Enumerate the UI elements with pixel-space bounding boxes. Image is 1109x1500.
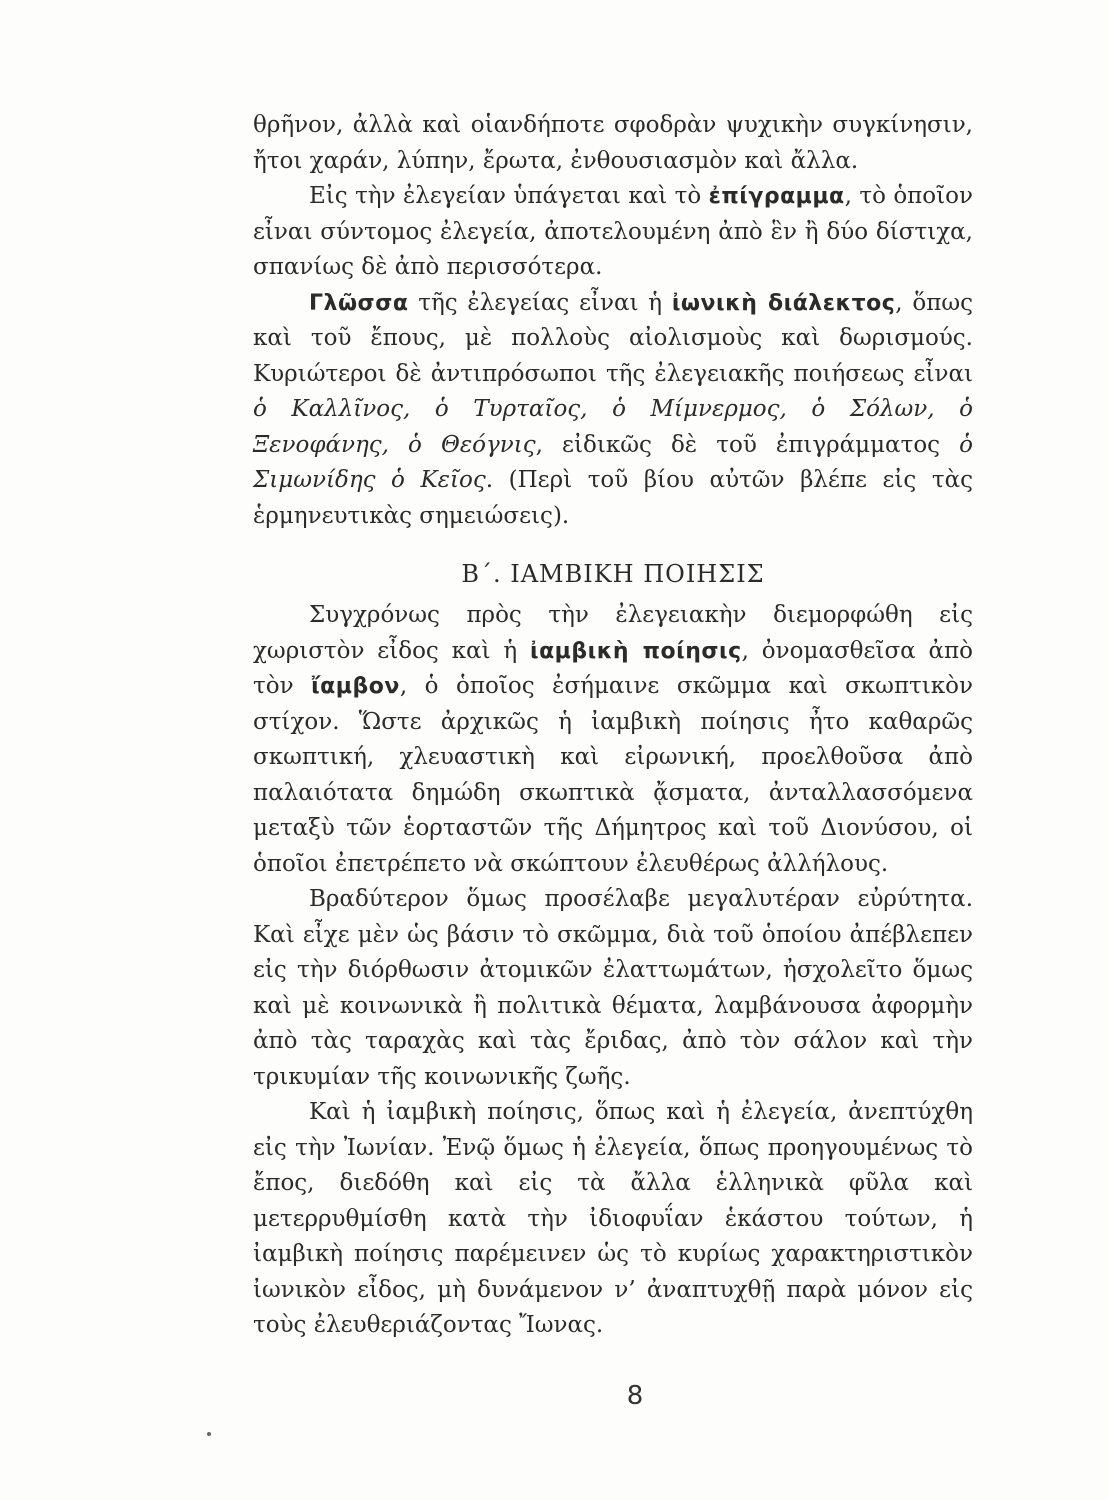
paragraph-iambic [253, 598, 973, 882]
paragraph-3-part-3: , εἰδικῶς δὲ τοῦ ἐπιγράμματος [535, 431, 960, 458]
term-glossa: Γλῶσσα [309, 290, 409, 316]
term-iambic-poetry: ἰαμβικὴ ποίησις [530, 638, 742, 664]
paragraph-language [253, 286, 973, 535]
paragraph-5-text: Βραδύτερον ὅμως προσέλαβε μεγαλυτέραν εὐρύτητα. Καὶ εἶχε μὲν ὡς βάσιν τὸ σκῶμμα, διὰ τοῦ ὁποίου ἀπέβλεπεν εἰς τὴν διόρθωσιν ἀτομικῶν ἐλαττωμάτων, ἠσχολεῖτο ὅμως καὶ μὲ κοινωνικὰ ἢ πολιτικὰ θέματα, λαμβάνουσα ἀφορμὴν ἀπὸ τὰς ταραχὰς καὶ τὰς ἔριδας, ἀπὸ τὸν σάλον καὶ τὴν τρικυμίαν τῆς κοινωνικῆς ζωῆς. [253, 886, 973, 1090]
poet-names: ὁ Καλλῖνος, ὁ Τυρταῖος, ὁ Μίμνερμος, ὁ Σόλων, ὁ Ξενοφάνης, ὁ Θεόγνις [253, 396, 973, 458]
term-iambos: ἴαμβον [311, 674, 400, 699]
paragraph-3-part-1: τῆς ἐλεγείας εἶναι ἡ [408, 289, 672, 316]
page-number: 8 [626, 1381, 644, 1411]
paragraph-6-text: Καὶ ἡ ἰαμβικὴ ποίησις, ὅπως καὶ ἡ ἐλεγεία, ἀνεπτύχθη εἰς τὴν Ἰωνίαν. Ἐνῷ ὅμως ἡ ἐλεγεία, ὅπως προηγουμένως τὸ ἔπος, διεδόθη καὶ εἰς τὰ ἄλλα ἑλληνικὰ φῦλα καὶ μετερρυθμίσθη κατὰ τὴν ἰδιοφυΐαν ἑκάστου τούτων, ἡ ἰαμβικὴ ποίησις παρέμεινεν ὡς τὸ κυρίως χαρακτηριστικὸν ἰωνικὸν εἶδος, μὴ δυνάμενον ν’ ἀναπτυχθῇ παρὰ μόνον εἰς τοὺς ἐλευθεριάζοντας Ἴωνας. [253, 1099, 973, 1338]
paragraph-continuation [253, 108, 973, 179]
paragraph-3-part-4: . (Περὶ τοῦ βίου αὐτῶν βλέπε εἰς τὰς ἑρμηνευτικὰς σημειώσεις). [253, 467, 974, 529]
paragraph-1-text: θρῆνον, ἀλλὰ καὶ οἱανδήποτε σφοδρὰν ψυχικὴν συγκίνησιν, ἤτοι χαράν, λύπην, ἔρωτα, ἐνθουσιασμὸν καὶ ἄλλα. [253, 112, 973, 174]
paragraph-4-part-3: , ὁ ὁποῖος ἐσήμαινε σκῶμμα καὶ σκωπτικὸν στίχον. Ὥστε ἀρχικῶς ἡ ἰαμβικὴ ποίησις ἦτο καθαρῶς σκωπτική, χλευαστικὴ καὶ εἰρωνική, προελθοῦσα ἀπὸ παλαιότατα δημώδη σκωπτικὰ ᾄσματα, ἀνταλλασσόμενα μεταξὺ τῶν ἑορταστῶν τῆς Δήμητρος καὶ τοῦ Διονύσου, οἱ ὁποῖοι ἐπετρέπετο νὰ σκώπτουν ἐλευθέρως ἀλλήλους. [253, 673, 974, 877]
paragraph-2-before: Εἰς τὴν ἐλεγείαν ὑπάγεται καὶ τὸ [309, 183, 709, 209]
paragraph-4-part-1: Συγχρόνως πρὸς τὴν ἐλεγειακὴν διεμορφώθη εἰς χωριστὸν εἶδος καὶ ἡ [253, 602, 973, 664]
term-epigramma: ἐπίγραμμα [708, 184, 845, 209]
poet-simonides: ὁ Σιμωνίδης ὁ Κεῖος [253, 431, 973, 493]
paragraph-later [253, 882, 973, 1095]
paragraph-epigram [253, 179, 973, 286]
paper-speck [207, 1432, 211, 1436]
body-text [253, 108, 973, 1344]
paragraph-ionia [253, 1095, 973, 1344]
term-ionic-dialect: ἰωνικὴ διάλεκτος [671, 290, 896, 316]
section-heading: Β΄. ΙΑΜΒΙΚΗ ΠΟΙΗΣΙΣ [461, 560, 765, 588]
paragraph-3-part-2: , ὅπως καὶ τοῦ ἔπους, μὲ πολλοὺς αἰολισμοὺς καὶ δωρισμούς. Κυριώτεροι δὲ ἀντιπρόσωποι τῆς ἐλεγειακῆς ποιήσεως εἶναι [253, 289, 973, 387]
paragraph-4-part-2: , ὀνομασθεῖσα ἀπὸ τὸν [253, 637, 973, 699]
paragraph-2-after: , τὸ ὁποῖον εἶναι σύντομος ἐλεγεία, ἀποτελουμένη ἀπὸ ἓν ἢ δύο δίστιχα, σπανίως δὲ ἀπὸ περισσότερα. [253, 183, 973, 280]
